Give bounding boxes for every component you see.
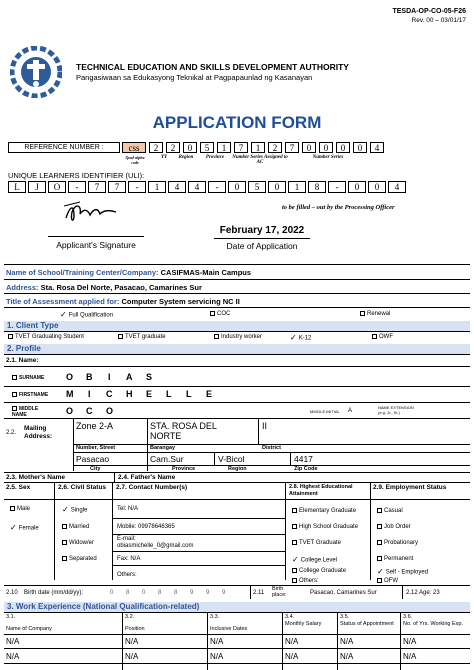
client-option-graduate[interactable] bbox=[118, 334, 166, 340]
civil-option-widower[interactable] bbox=[62, 540, 94, 546]
region-value: V-Bicol bbox=[218, 454, 245, 464]
divider bbox=[4, 648, 470, 649]
school-value: CASIFMAS-Main Campus bbox=[160, 268, 252, 277]
mailing-number: 2.2. bbox=[6, 430, 17, 436]
education-option[interactable] bbox=[292, 508, 356, 514]
divider bbox=[54, 482, 55, 580]
divider bbox=[73, 452, 470, 453]
divider bbox=[370, 482, 371, 580]
education-option-label: College Level bbox=[300, 557, 338, 564]
divider bbox=[112, 551, 285, 552]
divider bbox=[402, 585, 403, 599]
surname-letter: B bbox=[86, 372, 93, 382]
mobile-value: Mobile: 09978646365 bbox=[117, 524, 175, 530]
employment-option-label: OFW bbox=[384, 578, 398, 585]
assessment-row bbox=[6, 297, 240, 306]
divider bbox=[112, 565, 285, 566]
coc-option[interactable] bbox=[210, 311, 230, 317]
uli-box: L bbox=[8, 181, 26, 193]
work-col-header: Inclusive Dates bbox=[210, 626, 248, 632]
sex-option-male[interactable] bbox=[10, 506, 30, 512]
reference-box: 0 bbox=[353, 142, 367, 153]
divider bbox=[4, 264, 470, 265]
education-option[interactable] bbox=[292, 524, 358, 530]
employment-option[interactable] bbox=[377, 508, 403, 514]
civil-option-label: Separated bbox=[69, 556, 97, 563]
signature-line bbox=[48, 236, 144, 237]
civil-option-married[interactable] bbox=[62, 524, 89, 530]
form-title: APPLICATION FORM bbox=[152, 113, 322, 132]
employment-label: 2.9. Employment Status bbox=[373, 484, 447, 491]
checkbox-icon bbox=[10, 506, 15, 511]
birth-date-digit: 0 bbox=[142, 590, 146, 596]
uli-box: 1 bbox=[148, 181, 166, 193]
employment-option-label: Casual bbox=[384, 508, 403, 515]
client-option-label: TVET Graduating Student bbox=[15, 334, 84, 341]
address-value: Sta. Rosa Del Norte, Pasacao, Camarines Sur bbox=[40, 283, 202, 292]
uli-box: - bbox=[128, 181, 146, 193]
checkbox-icon bbox=[62, 524, 67, 529]
middle-initial-value: A bbox=[348, 408, 353, 414]
divider bbox=[122, 612, 123, 670]
work-cell: N/A bbox=[210, 652, 224, 661]
surname-label: SURNAME bbox=[12, 375, 44, 381]
divider bbox=[258, 419, 259, 444]
birth-date-digit: 8 bbox=[126, 590, 130, 596]
surname-letter: S bbox=[146, 372, 153, 382]
client-option-owf[interactable] bbox=[372, 334, 393, 340]
divider bbox=[207, 612, 208, 670]
reference-box: 2 bbox=[166, 142, 180, 153]
education-option[interactable] bbox=[292, 568, 346, 574]
sex-option-female[interactable] bbox=[10, 524, 39, 532]
applicant-signature-caption: Applicant's Signature bbox=[56, 240, 136, 250]
work-cell: N/A bbox=[340, 637, 354, 646]
education-option-label: Others: bbox=[299, 578, 319, 585]
checkbox-icon bbox=[118, 334, 123, 339]
reference-label-box bbox=[8, 142, 120, 153]
form-code: TESDA-OP-CO-05-F26 bbox=[392, 8, 466, 15]
renewal-option[interactable] bbox=[360, 311, 390, 317]
divider bbox=[4, 366, 470, 367]
check-mark-icon: ✓ bbox=[292, 555, 299, 564]
uli-box: 0 bbox=[368, 181, 386, 193]
province-caption: Province bbox=[172, 466, 196, 472]
work-col-header: Position bbox=[125, 626, 145, 632]
reference-box: 7 bbox=[285, 142, 299, 153]
civil-option-label: Married bbox=[69, 524, 90, 531]
divider bbox=[73, 419, 74, 471]
district-value: II bbox=[262, 421, 268, 431]
zip-caption: Zip Code bbox=[294, 466, 318, 472]
uli-box: 5 bbox=[248, 181, 266, 193]
firstname-label: FIRSTNAME bbox=[12, 392, 48, 398]
uli-box: J bbox=[28, 181, 46, 193]
uli-box: 8 bbox=[308, 181, 326, 193]
divider bbox=[4, 482, 470, 483]
firstname-letter: E bbox=[146, 389, 153, 399]
civil-option-single[interactable] bbox=[62, 506, 87, 514]
middle-name-letter: C bbox=[86, 406, 93, 416]
uli-box: 0 bbox=[268, 181, 286, 193]
birthplace-value: Pasacao, Camarines Sur bbox=[310, 590, 377, 596]
agency-name: TECHNICAL EDUCATION AND SKILLS DEVELOPMENT AUTHORITY bbox=[76, 62, 349, 72]
uli-box: 7 bbox=[88, 181, 106, 193]
work-cell: N/A bbox=[285, 652, 299, 661]
education-option-label: College Graduate bbox=[299, 568, 347, 575]
mother-name-label: 2.3. Mother's Name bbox=[6, 474, 65, 481]
work-cell: N/A bbox=[125, 637, 139, 646]
work-cell: N/A bbox=[403, 637, 417, 646]
divider bbox=[112, 534, 285, 535]
agency-filipino-name: Pangasiwaan sa Edukasyong Teknikal at Pagpapaunlad ng Kasanayan bbox=[76, 73, 313, 82]
checkbox-icon bbox=[377, 578, 382, 583]
contact-label: 2.7. Contact Number(s) bbox=[116, 484, 188, 491]
divider bbox=[112, 518, 285, 519]
work-col-number: 3.1. bbox=[6, 614, 16, 620]
uli-box: - bbox=[208, 181, 226, 193]
education-label: 2.8. Highest Educational Attainment bbox=[289, 484, 353, 497]
district-caption: District bbox=[262, 445, 281, 451]
birthplace-label: Birth place: bbox=[272, 586, 287, 598]
fax-value: Fax: N/A bbox=[117, 556, 141, 562]
employment-option[interactable] bbox=[377, 568, 428, 576]
divider bbox=[114, 472, 115, 482]
civil-status-label: 2.6. Civil Status bbox=[58, 484, 107, 491]
divider bbox=[4, 663, 470, 664]
checkbox-icon bbox=[210, 311, 215, 316]
divider bbox=[285, 482, 286, 580]
assessment-label: Title of Assessment applied for: bbox=[6, 297, 120, 306]
profile-header: 2. Profile bbox=[4, 344, 470, 354]
city-caption: City bbox=[90, 466, 101, 472]
middle-name-label: MIDDLE NAME bbox=[12, 406, 39, 418]
full-qualification-label: Full Qualification bbox=[68, 312, 114, 319]
client-option-label: Industry worker bbox=[221, 334, 263, 341]
birth-date-digit: 8 bbox=[158, 590, 162, 596]
uli-box: 0 bbox=[348, 181, 366, 193]
checkbox-icon bbox=[377, 540, 382, 545]
client-option-graduating[interactable] bbox=[8, 334, 84, 340]
middle-initial-label: MIDDLE INITIAL bbox=[310, 409, 340, 414]
uli-box: 4 bbox=[168, 181, 186, 193]
reference-label: REFERENCE NUMBER : bbox=[24, 144, 104, 151]
uli-box: 1 bbox=[288, 181, 306, 193]
checkbox-icon bbox=[62, 540, 67, 545]
reference-box: 1 bbox=[217, 142, 231, 153]
others-contact-label: Others: bbox=[117, 572, 137, 578]
work-col-number: 3.3. bbox=[210, 614, 220, 620]
client-type-header: 1. Client Type bbox=[4, 321, 470, 331]
reference-box-alpha: css bbox=[122, 142, 146, 153]
reference-caption-alpha: Qual-alpha code bbox=[125, 155, 145, 165]
checkbox-icon bbox=[12, 375, 17, 380]
firstname-letter: L bbox=[166, 389, 172, 399]
tel-value: Tel: N/A bbox=[117, 506, 139, 512]
divider bbox=[214, 452, 215, 465]
uli-box: 4 bbox=[188, 181, 206, 193]
province-value: Cam.Sur bbox=[150, 454, 184, 464]
reference-box: 2 bbox=[268, 142, 282, 153]
date-caption: Date of Application bbox=[226, 241, 298, 251]
firstname-letter: L bbox=[186, 389, 192, 399]
divider bbox=[250, 585, 251, 599]
uli-label: UNIQUE LEARNERS IDENTIFIER (ULI): bbox=[8, 171, 145, 180]
firstname-letter: M bbox=[66, 389, 74, 399]
assessment-value: Computer System servicing NC II bbox=[121, 297, 240, 306]
checkbox-icon bbox=[372, 334, 377, 339]
reference-box: 2 bbox=[149, 142, 163, 153]
divider bbox=[337, 612, 338, 670]
divider bbox=[4, 634, 470, 635]
employment-option-label: Probationary bbox=[384, 540, 419, 547]
client-option-label: TVET graduate bbox=[125, 334, 166, 341]
email-label: E-mail: bbox=[117, 536, 136, 542]
work-col-number: 3.5. bbox=[340, 614, 350, 620]
education-option-label: Elementary Graduate bbox=[299, 508, 357, 515]
birth-date-digit: 9 bbox=[222, 590, 226, 596]
region-caption: Region bbox=[228, 466, 247, 472]
email-value: obiasmichelle_0@gmail.com bbox=[117, 543, 194, 549]
firstname-letter: I bbox=[88, 389, 91, 399]
uli-box: - bbox=[328, 181, 346, 193]
work-cell: N/A bbox=[210, 637, 224, 646]
sex-label: 2.5. Sex bbox=[6, 484, 31, 491]
work-col-header: Status of Appointment bbox=[340, 621, 394, 627]
employment-option[interactable] bbox=[377, 578, 398, 584]
school-row bbox=[6, 268, 251, 277]
work-cell: N/A bbox=[340, 652, 354, 661]
checkbox-icon bbox=[377, 556, 382, 561]
uli-box: 7 bbox=[108, 181, 126, 193]
education-option[interactable] bbox=[292, 556, 337, 564]
birth-date-digit: 9 bbox=[190, 590, 194, 596]
reference-caption-ac-series: Number Series Assigned to AC bbox=[232, 155, 288, 165]
renewal-label: Renewal bbox=[367, 311, 391, 318]
reference-box: 1 bbox=[251, 142, 265, 153]
reference-box: 0 bbox=[319, 142, 333, 153]
check-mark-icon: ✓ bbox=[10, 523, 17, 532]
divider bbox=[4, 293, 470, 294]
employment-option[interactable] bbox=[377, 540, 418, 546]
processing-officer-note: to be filled – out by the Processing Officer bbox=[282, 204, 395, 211]
reference-box: 5 bbox=[200, 142, 214, 153]
work-col-number: 3.2. bbox=[125, 614, 135, 620]
divider bbox=[147, 419, 148, 471]
divider bbox=[4, 386, 470, 387]
checkbox-icon bbox=[292, 568, 297, 573]
divider bbox=[4, 402, 470, 403]
reference-box: 7 bbox=[234, 142, 248, 153]
reference-box: 0 bbox=[336, 142, 350, 153]
check-mark-icon: ✓ bbox=[62, 505, 69, 514]
uli-box: 4 bbox=[388, 181, 406, 193]
check-mark-icon: ✓ bbox=[290, 333, 297, 342]
civil-option-label: Widow/er bbox=[69, 540, 95, 547]
work-cell: N/A bbox=[125, 652, 139, 661]
name-label: 2.1. Name: bbox=[6, 357, 39, 364]
barangay-caption: Barangay bbox=[150, 445, 176, 451]
name-extension-label: NAME EXTENSION (e.g. Jr., Sr.) bbox=[378, 405, 414, 415]
father-name-label: 2.4. Father's Name bbox=[118, 474, 176, 481]
uli-box: 0 bbox=[228, 181, 246, 193]
checkbox-icon bbox=[292, 508, 297, 513]
check-mark-icon: ✓ bbox=[60, 310, 67, 319]
reference-box: 4 bbox=[370, 142, 384, 153]
divider bbox=[4, 585, 470, 586]
education-option[interactable] bbox=[292, 578, 319, 584]
client-option-k12[interactable] bbox=[290, 334, 311, 342]
address-label: Address: bbox=[6, 283, 39, 292]
checkbox-icon bbox=[292, 578, 297, 583]
age-value: 2.12 Age: 23 bbox=[406, 590, 440, 596]
date-line bbox=[214, 238, 310, 239]
street-value: Zone 2-A bbox=[76, 421, 114, 431]
birth-date-digit: 9 bbox=[206, 590, 210, 596]
firstname-letter: E bbox=[206, 389, 213, 399]
barangay-value: STA. ROSA DEL NORTE bbox=[150, 421, 217, 441]
divider bbox=[4, 331, 470, 332]
work-col-header: Name of Company bbox=[6, 626, 52, 632]
tesda-logo-icon bbox=[10, 46, 62, 98]
employment-option-label: Permanent bbox=[384, 556, 414, 563]
checkbox-icon bbox=[12, 392, 17, 397]
sex-option-label: Male bbox=[17, 506, 31, 513]
checkbox-icon bbox=[214, 334, 219, 339]
reference-caption-series: Number Series bbox=[312, 155, 344, 160]
civil-option-label: Single bbox=[70, 507, 88, 514]
divider bbox=[73, 465, 470, 466]
reference-caption-yy: YY bbox=[160, 155, 168, 160]
education-option-label: TVET Graduate bbox=[299, 540, 341, 547]
employment-option-label: Self - Employed bbox=[385, 569, 429, 576]
zip-value: 4417 bbox=[294, 454, 313, 464]
checkbox-icon bbox=[12, 406, 17, 411]
checkbox-icon bbox=[292, 540, 297, 545]
client-option-label: OWF bbox=[379, 334, 393, 341]
client-option-industry[interactable] bbox=[214, 334, 262, 340]
checkbox-icon bbox=[292, 524, 297, 529]
employment-option[interactable] bbox=[377, 556, 413, 562]
checkbox-icon bbox=[62, 556, 67, 561]
work-col-number: 3.4. bbox=[285, 614, 295, 620]
divider bbox=[290, 452, 291, 465]
employment-option-label: Job Order bbox=[384, 524, 411, 531]
signature-image bbox=[60, 198, 124, 228]
application-date: February 17, 2022 bbox=[219, 225, 305, 236]
divider bbox=[4, 354, 470, 355]
birth-date-digit: 0 bbox=[110, 590, 114, 596]
full-qualification-option[interactable] bbox=[60, 311, 113, 319]
birth-date-digit: 8 bbox=[174, 590, 178, 596]
work-col-number: 3.6. bbox=[403, 614, 413, 620]
checkbox-icon bbox=[360, 311, 365, 316]
sex-option-label: Female bbox=[18, 525, 39, 532]
education-option[interactable] bbox=[292, 540, 341, 546]
birth-date-number: 2.10 bbox=[6, 590, 18, 596]
street-caption: Number, Street bbox=[76, 445, 116, 451]
work-cell: N/A bbox=[285, 637, 299, 646]
employment-option[interactable] bbox=[377, 524, 411, 530]
divider bbox=[4, 307, 470, 308]
reference-box: 0 bbox=[183, 142, 197, 153]
checkbox-icon bbox=[377, 508, 382, 513]
surname-letter: I bbox=[108, 372, 111, 382]
work-col-header: Monthly Salary bbox=[285, 621, 322, 627]
work-cell: N/A bbox=[6, 652, 20, 661]
work-experience-header: 3. Work Experience (National Qualification-related) bbox=[4, 602, 470, 612]
checkbox-icon bbox=[377, 524, 382, 529]
revision: Rev. 00 – 03/01/17 bbox=[411, 17, 466, 24]
checkbox-icon bbox=[8, 334, 13, 339]
divider bbox=[282, 612, 283, 670]
divider bbox=[4, 499, 470, 500]
work-cell: N/A bbox=[6, 637, 20, 646]
surname-letter: O bbox=[66, 372, 74, 382]
divider bbox=[4, 279, 470, 280]
birthplace-number: 2.11 bbox=[253, 590, 265, 596]
surname-letter: A bbox=[126, 372, 133, 382]
work-cell: N/A bbox=[403, 652, 417, 661]
address-row bbox=[6, 283, 202, 292]
mailing-label: Mailing Address: bbox=[24, 425, 53, 440]
civil-option-separated[interactable] bbox=[62, 556, 97, 562]
reference-caption-region: Region bbox=[178, 155, 194, 160]
birth-date-label: Birth date (mm/dd/yy): bbox=[24, 590, 84, 596]
firstname-letter: C bbox=[106, 389, 113, 399]
reference-caption-province: Province bbox=[205, 155, 225, 160]
education-option-label: High School Graduate bbox=[299, 524, 359, 531]
work-col-header: No. of Yrs. Working Exp. bbox=[403, 621, 464, 627]
uli-box: O bbox=[48, 181, 66, 193]
divider bbox=[400, 612, 401, 670]
school-label: Name of School/Training Center/Company: bbox=[6, 268, 159, 277]
client-option-label: K-12 bbox=[298, 335, 312, 342]
divider bbox=[4, 472, 470, 473]
uli-box: - bbox=[68, 181, 86, 193]
middle-name-letter: O bbox=[66, 406, 74, 416]
reference-box: 0 bbox=[302, 142, 316, 153]
coc-label: COC bbox=[217, 311, 231, 318]
city-value: Pasacao bbox=[76, 454, 110, 464]
check-mark-icon: ✓ bbox=[377, 567, 384, 576]
middle-name-letter: O bbox=[106, 406, 114, 416]
firstname-letter: H bbox=[126, 389, 133, 399]
